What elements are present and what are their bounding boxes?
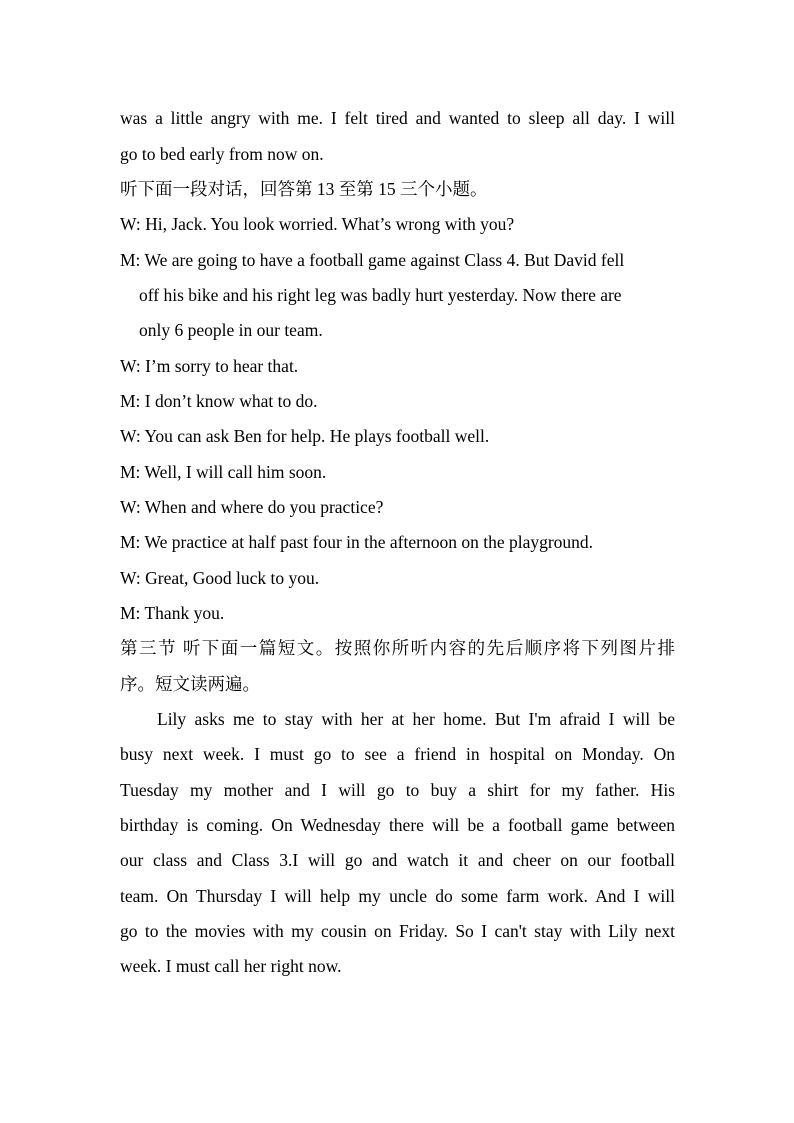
- passage-line-6: team. On Thursday I will help my uncle do some farm work. And I will: [120, 886, 675, 906]
- dialogue-line-12: M: Thank you.: [120, 603, 225, 623]
- section3-instruction-line-2: 序。短文读两遍。: [120, 674, 260, 694]
- passage-line-1: Lily asks me to stay with her at her home. But I'm afraid I will be: [157, 709, 675, 729]
- passage-line-2: busy next week. I must go to see a friend in hospital on Monday. On: [120, 744, 675, 764]
- continuation-line-2: go to bed early from now on.: [120, 144, 324, 164]
- passage-line-3: Tuesday my mother and I will go to buy a shirt for my father. His: [120, 780, 675, 800]
- passage-line-8: week. I must call her right now.: [120, 956, 342, 976]
- dialogue-line-1: W: Hi, Jack. You look worried. What’s wrong with you?: [120, 214, 515, 234]
- dialogue-line-11: W: Great, Good luck to you.: [120, 568, 320, 588]
- dialogue-line-8: M: Well, I will call him soon.: [120, 462, 327, 482]
- continuation-line-1: was a little angry with me. I felt tired and wanted to sleep all day. I will: [120, 108, 675, 128]
- dialogue-line-3: off his bike and his right leg was badly hurt yesterday. Now there are: [139, 285, 622, 305]
- dialogue-line-9: W: When and where do you practice?: [120, 497, 384, 517]
- section2-instruction: 听下面一段对话，回答第 13 至第 15 三个小题。: [120, 179, 488, 199]
- section3-instruction-line-1: 第三节 听下面一篇短文。按照你所听内容的先后顺序将下列图片排: [120, 638, 675, 658]
- dialogue-line-7: W: You can ask Ben for help. He plays football well.: [120, 426, 490, 446]
- dialogue-line-6: M: I don’t know what to do.: [120, 391, 318, 411]
- dialogue-line-5: W: I’m sorry to hear that.: [120, 356, 299, 376]
- dialogue-line-4: only 6 people in our team.: [139, 320, 323, 340]
- passage-line-4: birthday is coming. On Wednesday there will be a football game between: [120, 815, 675, 835]
- passage-line-7: go to the movies with my cousin on Friday. So I can't stay with Lily next: [120, 921, 675, 941]
- dialogue-line-2: M: We are going to have a football game against Class 4. But David fell: [120, 250, 625, 270]
- dialogue-line-10: M: We practice at half past four in the afternoon on the playground.: [120, 532, 594, 552]
- passage-line-5: our class and Class 3.I will go and watch it and cheer on our football: [120, 850, 675, 870]
